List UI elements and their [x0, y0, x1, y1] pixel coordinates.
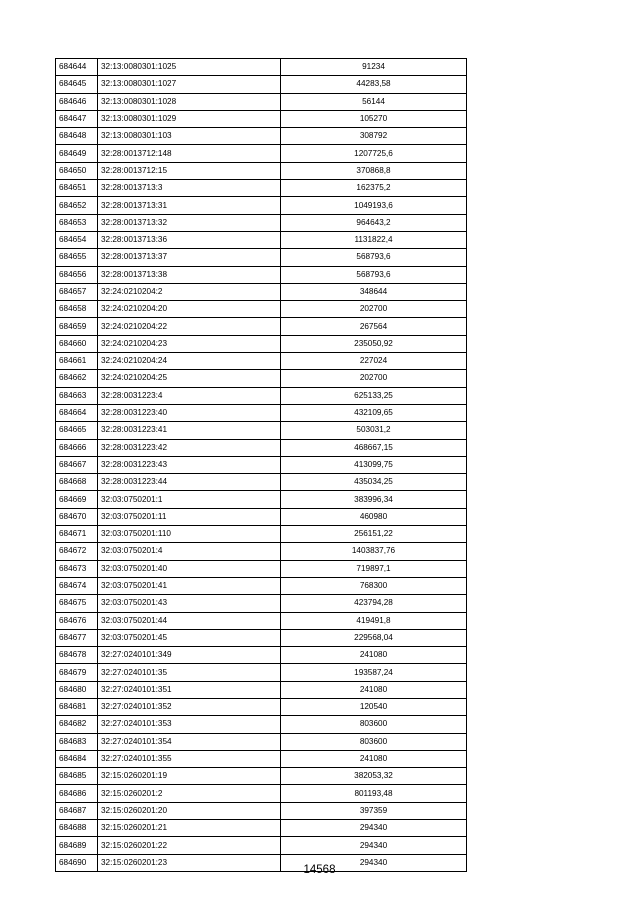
value-cell: 1049193,6	[281, 197, 467, 214]
cadastral-number-cell: 32:24:0210204:24	[98, 353, 281, 370]
value-cell: 964643,2	[281, 214, 467, 231]
table-row	[56, 733, 467, 750]
cadastral-number-cell: 32:24:0210204:22	[98, 318, 281, 335]
value-cell: 1131822,4	[281, 231, 467, 248]
row-number-cell: 684649	[56, 145, 98, 162]
row-number-cell: 684651	[56, 180, 98, 197]
cadastral-value-table	[55, 58, 467, 872]
table-row	[56, 76, 467, 93]
table-row	[56, 595, 467, 612]
cadastral-number-cell: 32:27:0240101:354	[98, 733, 281, 750]
table-body	[56, 59, 467, 872]
row-number-cell: 684655	[56, 249, 98, 266]
value-cell: 348644	[281, 283, 467, 300]
cadastral-number-cell: 32:03:0750201:45	[98, 629, 281, 646]
cadastral-number-cell: 32:24:0210204:2	[98, 283, 281, 300]
cadastral-number-cell: 32:13:0080301:1027	[98, 76, 281, 93]
value-cell: 768300	[281, 577, 467, 594]
row-number-cell: 684664	[56, 404, 98, 421]
table-row	[56, 422, 467, 439]
value-cell: 432109,65	[281, 404, 467, 421]
value-cell: 468667,15	[281, 439, 467, 456]
value-cell: 294340	[281, 820, 467, 837]
value-cell: 105270	[281, 110, 467, 127]
cadastral-number-cell: 32:03:0750201:41	[98, 577, 281, 594]
cadastral-number-cell: 32:15:0260201:23	[98, 854, 281, 871]
row-number-cell: 684666	[56, 439, 98, 456]
value-cell: 803600	[281, 733, 467, 750]
row-number-cell: 684665	[56, 422, 98, 439]
value-cell: 91234	[281, 59, 467, 76]
row-number-cell: 684685	[56, 768, 98, 785]
row-number-cell: 684645	[56, 76, 98, 93]
value-cell: 241080	[281, 647, 467, 664]
row-number-cell: 684659	[56, 318, 98, 335]
value-cell: 625133,25	[281, 387, 467, 404]
value-cell: 383996,34	[281, 491, 467, 508]
value-cell: 413099,75	[281, 456, 467, 473]
cadastral-number-cell: 32:27:0240101:352	[98, 698, 281, 715]
value-cell: 256151,22	[281, 526, 467, 543]
row-number-cell: 684644	[56, 59, 98, 76]
table-row	[56, 404, 467, 421]
cadastral-number-cell: 32:13:0080301:1028	[98, 93, 281, 110]
row-number-cell: 684652	[56, 197, 98, 214]
cadastral-number-cell: 32:27:0240101:35	[98, 664, 281, 681]
row-number-cell: 684678	[56, 647, 98, 664]
table-row	[56, 318, 467, 335]
row-number-cell: 684647	[56, 110, 98, 127]
table-row	[56, 197, 467, 214]
value-cell: 162375,2	[281, 180, 467, 197]
table-row	[56, 162, 467, 179]
table-row	[56, 439, 467, 456]
value-cell: 193587,24	[281, 664, 467, 681]
table-row	[56, 283, 467, 300]
row-number-cell: 684661	[56, 353, 98, 370]
row-number-cell: 684668	[56, 474, 98, 491]
row-number-cell: 684650	[56, 162, 98, 179]
value-cell: 44283,58	[281, 76, 467, 93]
value-cell: 419491,8	[281, 612, 467, 629]
row-number-cell: 684654	[56, 231, 98, 248]
table-row	[56, 491, 467, 508]
table-row	[56, 301, 467, 318]
table-row	[56, 110, 467, 127]
row-number-cell: 684676	[56, 612, 98, 629]
cadastral-number-cell: 32:24:0210204:25	[98, 370, 281, 387]
table-row	[56, 353, 467, 370]
value-cell: 382053,32	[281, 768, 467, 785]
cadastral-number-cell: 32:13:0080301:1029	[98, 110, 281, 127]
cadastral-number-cell: 32:15:0260201:22	[98, 837, 281, 854]
value-cell: 202700	[281, 301, 467, 318]
cadastral-number-cell: 32:03:0750201:110	[98, 526, 281, 543]
cadastral-number-cell: 32:24:0210204:20	[98, 301, 281, 318]
row-number-cell: 684667	[56, 456, 98, 473]
table-row	[56, 664, 467, 681]
table-row	[56, 249, 467, 266]
value-cell: 294340	[281, 837, 467, 854]
cadastral-number-cell: 32:13:0080301:1025	[98, 59, 281, 76]
cadastral-number-cell: 32:15:0260201:19	[98, 768, 281, 785]
table-row	[56, 266, 467, 283]
table-row	[56, 837, 467, 854]
table-row	[56, 543, 467, 560]
table-row	[56, 508, 467, 525]
cadastral-number-cell: 32:28:0013713:38	[98, 266, 281, 283]
cadastral-number-cell: 32:28:0031223:4	[98, 387, 281, 404]
value-cell: 370868,8	[281, 162, 467, 179]
table-row	[56, 456, 467, 473]
value-cell: 568793,6	[281, 266, 467, 283]
cadastral-number-cell: 32:03:0750201:11	[98, 508, 281, 525]
cadastral-number-cell: 32:28:0031223:44	[98, 474, 281, 491]
value-cell: 435034,25	[281, 474, 467, 491]
row-number-cell: 684673	[56, 560, 98, 577]
table-row	[56, 214, 467, 231]
table-row	[56, 802, 467, 819]
row-number-cell: 684669	[56, 491, 98, 508]
table-row	[56, 629, 467, 646]
value-cell: 229568,04	[281, 629, 467, 646]
table-row	[56, 180, 467, 197]
table-row	[56, 59, 467, 76]
table-row	[56, 335, 467, 352]
row-number-cell: 684679	[56, 664, 98, 681]
table-row	[56, 128, 467, 145]
row-number-cell: 684656	[56, 266, 98, 283]
table-row	[56, 370, 467, 387]
value-cell: 308792	[281, 128, 467, 145]
table-row	[56, 768, 467, 785]
cadastral-number-cell: 32:28:0013713:36	[98, 231, 281, 248]
cadastral-number-cell: 32:03:0750201:44	[98, 612, 281, 629]
row-number-cell: 684688	[56, 820, 98, 837]
row-number-cell: 684653	[56, 214, 98, 231]
value-cell: 120540	[281, 698, 467, 715]
value-cell: 294340	[281, 854, 467, 871]
row-number-cell: 684670	[56, 508, 98, 525]
table-row	[56, 820, 467, 837]
value-cell: 235050,92	[281, 335, 467, 352]
row-number-cell: 684687	[56, 802, 98, 819]
table-row	[56, 145, 467, 162]
value-cell: 1403837,76	[281, 543, 467, 560]
value-cell: 803600	[281, 716, 467, 733]
row-number-cell: 684674	[56, 577, 98, 594]
row-number-cell: 684657	[56, 283, 98, 300]
cadastral-number-cell: 32:13:0080301:103	[98, 128, 281, 145]
table-row	[56, 750, 467, 767]
cadastral-number-cell: 32:27:0240101:355	[98, 750, 281, 767]
value-cell: 423794,28	[281, 595, 467, 612]
table-row	[56, 387, 467, 404]
cadastral-number-cell: 32:15:0260201:20	[98, 802, 281, 819]
row-number-cell: 684681	[56, 698, 98, 715]
cadastral-number-cell: 32:15:0260201:2	[98, 785, 281, 802]
row-number-cell: 684689	[56, 837, 98, 854]
cadastral-number-cell: 32:28:0031223:43	[98, 456, 281, 473]
row-number-cell: 684677	[56, 629, 98, 646]
row-number-cell: 684663	[56, 387, 98, 404]
cadastral-number-cell: 32:24:0210204:23	[98, 335, 281, 352]
value-cell: 241080	[281, 681, 467, 698]
cadastral-number-cell: 32:27:0240101:353	[98, 716, 281, 733]
cadastral-number-cell: 32:27:0240101:349	[98, 647, 281, 664]
table-row	[56, 681, 467, 698]
cadastral-number-cell: 32:03:0750201:1	[98, 491, 281, 508]
value-cell: 241080	[281, 750, 467, 767]
table-row	[56, 698, 467, 715]
table-row	[56, 577, 467, 594]
value-cell: 227024	[281, 353, 467, 370]
cadastral-number-cell: 32:28:0013712:15	[98, 162, 281, 179]
row-number-cell: 684684	[56, 750, 98, 767]
value-cell: 267564	[281, 318, 467, 335]
value-cell: 568793,6	[281, 249, 467, 266]
cadastral-number-cell: 32:03:0750201:4	[98, 543, 281, 560]
table-row	[56, 612, 467, 629]
row-number-cell: 684686	[56, 785, 98, 802]
cadastral-number-cell: 32:28:0013713:3	[98, 180, 281, 197]
page-number: 14568	[303, 864, 336, 876]
cadastral-number-cell: 32:28:0031223:40	[98, 404, 281, 421]
row-number-cell: 684662	[56, 370, 98, 387]
table-row	[56, 93, 467, 110]
row-number-cell: 684690	[56, 854, 98, 871]
value-cell: 460980	[281, 508, 467, 525]
cadastral-number-cell: 32:03:0750201:43	[98, 595, 281, 612]
row-number-cell: 684682	[56, 716, 98, 733]
cadastral-number-cell: 32:03:0750201:40	[98, 560, 281, 577]
table-row	[56, 785, 467, 802]
table-row	[56, 474, 467, 491]
value-cell: 56144	[281, 93, 467, 110]
row-number-cell: 684672	[56, 543, 98, 560]
cadastral-number-cell: 32:28:0013713:31	[98, 197, 281, 214]
table-row	[56, 716, 467, 733]
row-number-cell: 684675	[56, 595, 98, 612]
cadastral-number-cell: 32:28:0013713:37	[98, 249, 281, 266]
cadastral-number-cell: 32:28:0013713:32	[98, 214, 281, 231]
table-row	[56, 526, 467, 543]
value-cell: 397359	[281, 802, 467, 819]
table-row	[56, 647, 467, 664]
value-cell: 202700	[281, 370, 467, 387]
row-number-cell: 684648	[56, 128, 98, 145]
value-cell: 1207725,6	[281, 145, 467, 162]
value-cell: 801193,48	[281, 785, 467, 802]
cadastral-number-cell: 32:27:0240101:351	[98, 681, 281, 698]
value-cell: 719897,1	[281, 560, 467, 577]
table-row	[56, 560, 467, 577]
row-number-cell: 684658	[56, 301, 98, 318]
row-number-cell: 684660	[56, 335, 98, 352]
value-cell: 503031,2	[281, 422, 467, 439]
cadastral-number-cell: 32:28:0031223:41	[98, 422, 281, 439]
cadastral-number-cell: 32:15:0260201:21	[98, 820, 281, 837]
table-row	[56, 231, 467, 248]
row-number-cell: 684646	[56, 93, 98, 110]
row-number-cell: 684683	[56, 733, 98, 750]
cadastral-number-cell: 32:28:0031223:42	[98, 439, 281, 456]
row-number-cell: 684680	[56, 681, 98, 698]
row-number-cell: 684671	[56, 526, 98, 543]
cadastral-number-cell: 32:28:0013712:148	[98, 145, 281, 162]
